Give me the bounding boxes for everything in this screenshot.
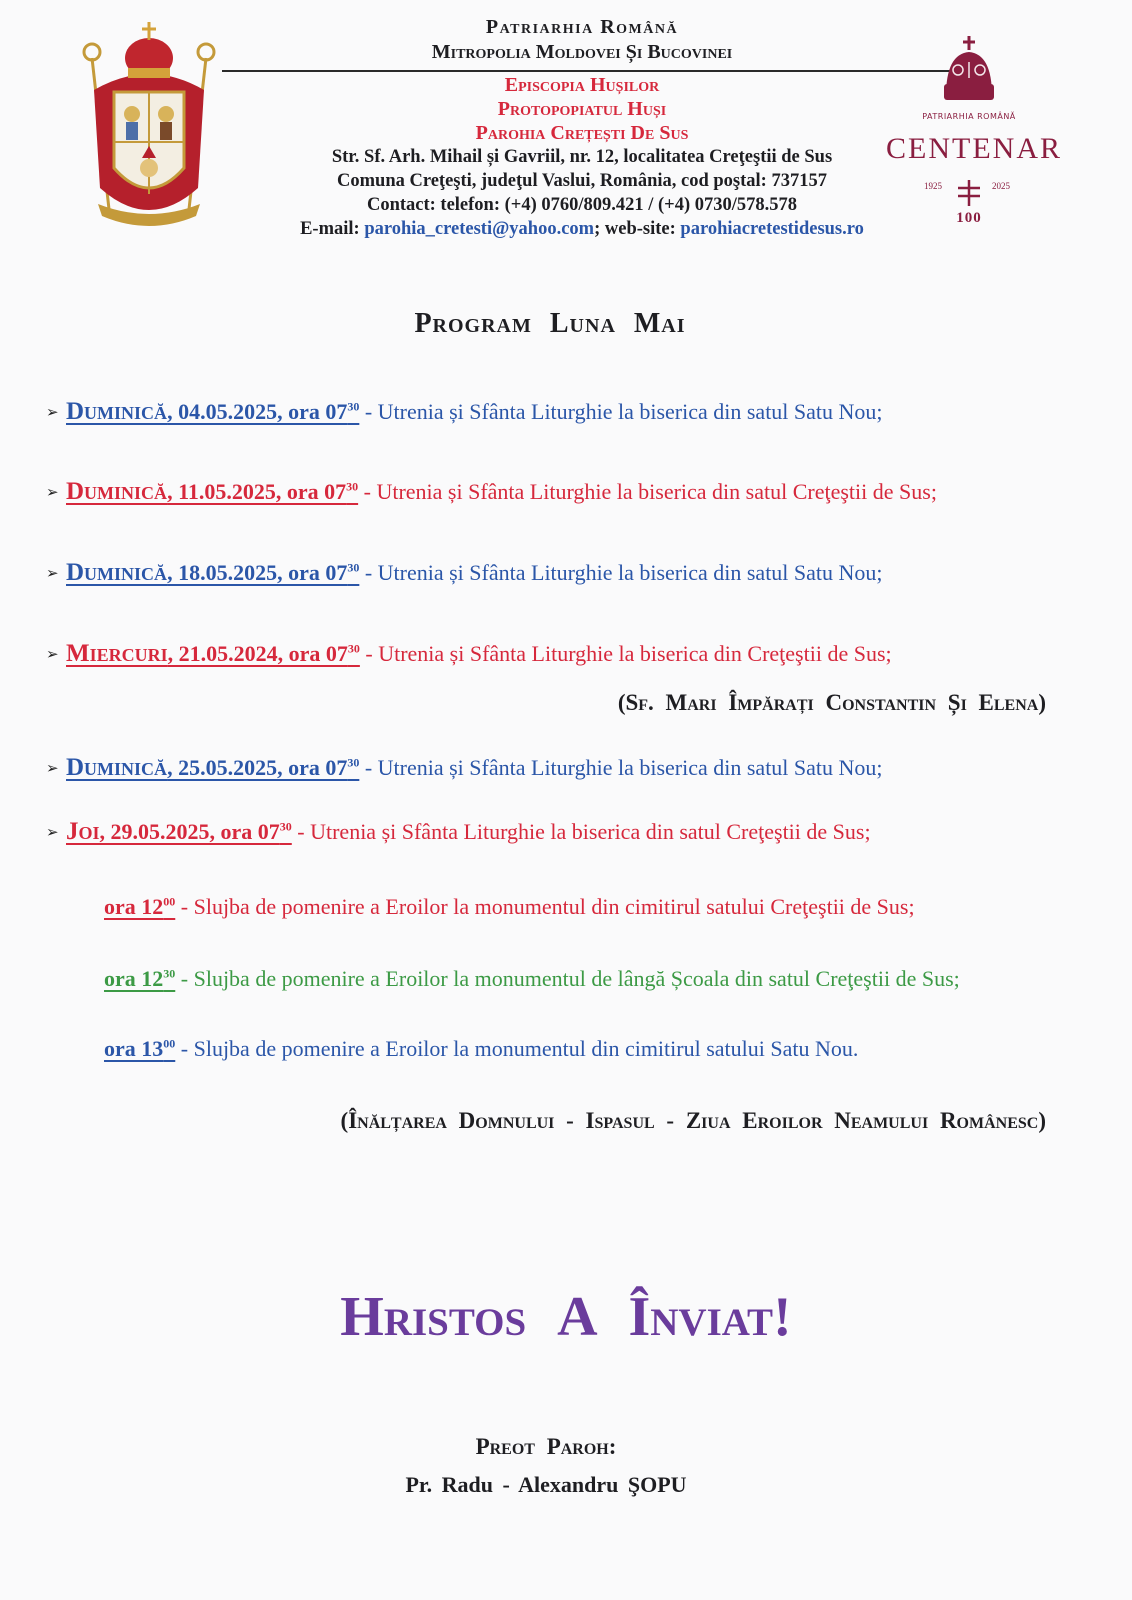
schedule-item <box>46 398 883 426</box>
separator: ; <box>594 219 601 239</box>
page-title: Program Luna Mai <box>414 308 686 339</box>
centenar-number: 100 <box>956 210 982 226</box>
centenar-word: CENTENAR <box>886 132 1062 165</box>
arrow-bullet-icon: ➢ <box>46 759 59 777</box>
schedule-date: Joi, 29.05.2025, ora $07^{30}$ <box>66 818 292 845</box>
parish-crest <box>80 18 218 240</box>
schedule-item <box>46 818 871 846</box>
schedule-description: - Utrenia și Sfânta Liturghie la biserica din satul Creţeştii de Sus; <box>358 479 937 504</box>
schedule-description: - Utrenia și Sfânta Liturghie la biserica din satul Satu Nou; <box>359 755 883 780</box>
crest-icon <box>80 18 218 240</box>
signature-name: Pr. Radu - Alexandru ŞOPU <box>405 1472 687 1497</box>
schedule-date: Duminică, 18.05.2025, ora $07^{30}$ <box>66 559 360 586</box>
header-divider <box>222 70 964 72</box>
sub-schedule-item <box>104 1036 858 1062</box>
schedule-date: Duminică, 11.05.2025, ora $07^{30}$ <box>66 478 359 505</box>
sub-schedule-description: - Slujba de pomenire a Eroilor la monumentul din cimitirul satului Satu Nou. <box>175 1036 859 1061</box>
schedule-description: - Utrenia și Sfânta Liturghie la biserica din Creţeştii de Sus; <box>359 641 892 666</box>
email-label: E-mail: <box>300 219 360 239</box>
centenar-logo <box>886 36 1066 236</box>
parohia-heading: Parohia Crețești De Sus <box>475 122 689 144</box>
protopopiat-heading: Protopopiatul Huși <box>497 98 667 120</box>
arrow-bullet-icon: ➢ <box>46 645 59 663</box>
arrow-bullet-icon: ➢ <box>46 823 59 841</box>
arrow-bullet-icon: ➢ <box>46 483 59 501</box>
schedule-date: Duminică, 04.05.2025, ora $07^{30}$ <box>66 398 360 425</box>
sub-schedule-time: ora $12^{30}$ <box>104 966 176 991</box>
schedule-item <box>46 559 883 587</box>
easter-greeting: Hristos A Înviat! <box>340 1286 792 1348</box>
arrow-bullet-icon: ➢ <box>46 403 59 421</box>
address-line-1: Str. Sf. Arh. Mihail și Gavriil, nr. 12, localitatea Creţeştii de Sus <box>331 147 833 167</box>
centenar-year-start: 1925 <box>924 181 942 191</box>
schedule-item <box>46 754 883 782</box>
centenar-year-end: 2025 <box>992 181 1010 191</box>
website-label: web-site: <box>604 219 676 239</box>
email-link[interactable]: parohia_cretesti@yahoo.com <box>364 219 595 239</box>
schedule-description: - Utrenia și Sfânta Liturghie la biserica din satul Satu Nou; <box>359 560 883 585</box>
schedule-item <box>46 640 892 668</box>
patriarhia-heading: Patriarhia Română <box>485 16 679 38</box>
feast-note-constantin-elena: (Sf. Mari Împărați Constantin Și Elena) <box>617 690 1046 715</box>
arrow-bullet-icon: ➢ <box>46 564 59 582</box>
schedule-description: - Utrenia și Sfânta Liturghie la biserica din satul Satu Nou; <box>359 399 883 424</box>
schedule-date: Miercuri, 21.05.2024, ora $07^{30}$ <box>66 640 360 667</box>
address-line-2: Comuna Creţeşti, judeţul Vaslui, România, cod poştal: 737157 <box>337 171 827 191</box>
sub-schedule-item <box>104 966 960 992</box>
schedule-item <box>46 478 937 506</box>
episcopia-heading: Episcopia Hușilor <box>504 74 660 96</box>
sub-schedule-item <box>104 894 915 920</box>
signature-role: Preot Paroh: <box>475 1434 617 1459</box>
centenar-top-text: PATRIARHIA ROMÂNĂ <box>922 112 1016 121</box>
sub-schedule-time: ora $12^{00}$ <box>104 894 176 919</box>
email-website-line <box>222 219 942 240</box>
website-link[interactable]: parohiacretestidesus.ro <box>680 219 864 239</box>
contact-line: Contact: telefon: (+4) 0760/809.421 / (+4) 0730/578.578 <box>366 195 798 215</box>
sub-schedule-description: - Slujba de pomenire a Eroilor la monumentul de lângă Școala din satul Creţeştii de Sus; <box>175 966 960 991</box>
mitropolia-heading: Mitropolia Moldovei Și Bucovinei <box>431 41 733 63</box>
sub-schedule-time: ora $13^{00}$ <box>104 1036 176 1061</box>
feast-note-ascension: (Înălțarea Domnului - Ispasul - Ziua Eroilor Neamului Românesc) <box>340 1108 1046 1133</box>
sub-schedule-description: - Slujba de pomenire a Eroilor la monumentul din cimitirul satului Creţeştii de Sus; <box>175 894 915 919</box>
schedule-date: Duminică, 25.05.2025, ora $07^{30}$ <box>66 754 360 781</box>
schedule-description: - Utrenia și Sfânta Liturghie la biserica din satul Creţeştii de Sus; <box>291 819 871 844</box>
